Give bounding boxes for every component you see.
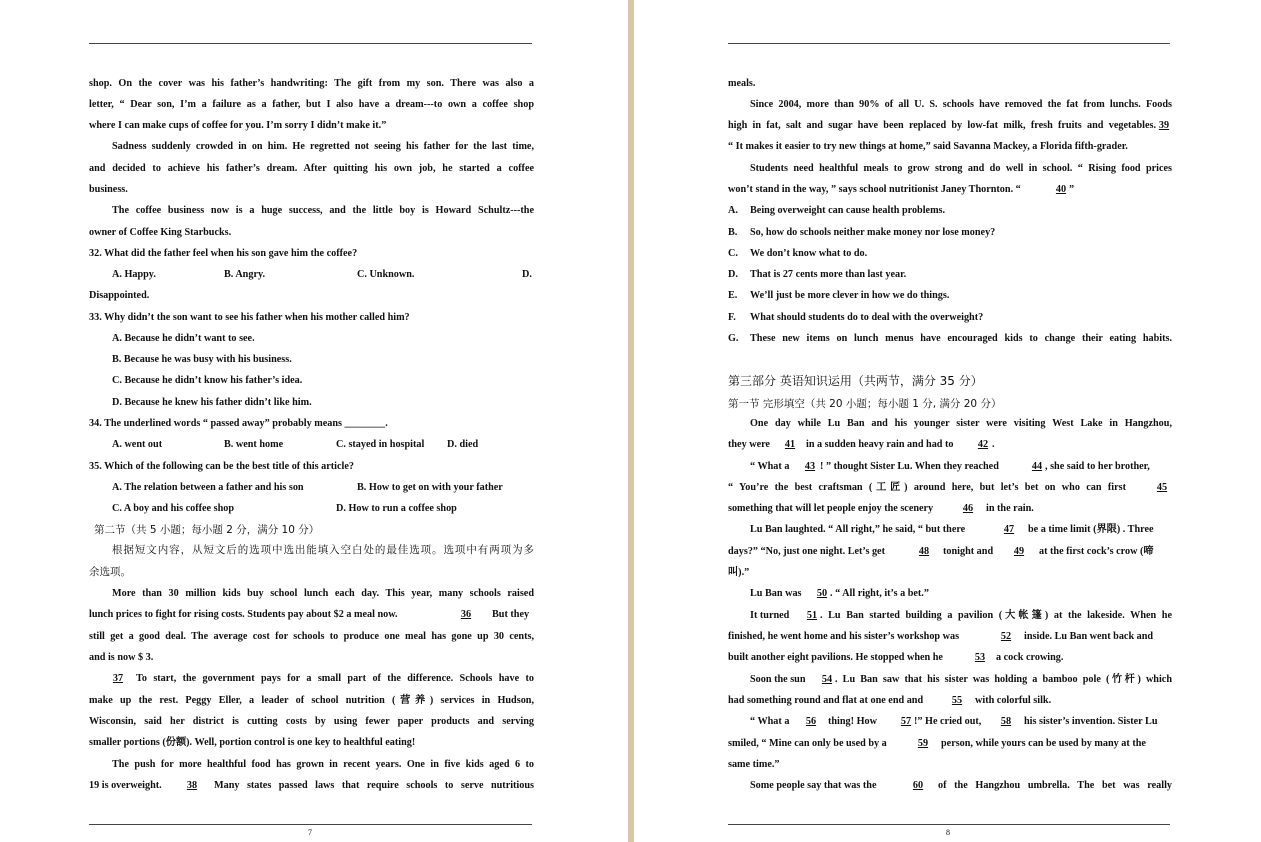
q32-stem: 32. What did the father feel when his son gave him the coffee?: [89, 248, 358, 259]
q34-stem: 34. The underlined words “ passed away” probably means ________.: [89, 418, 388, 429]
coffee-line-1: The coffee business now is a huge success, and the little boy is Howard Schultz---the: [112, 205, 534, 216]
cloze-line-9b: . “ All right, it’s a bet.”: [830, 588, 929, 599]
q33-option-b[interactable]: B. Because he was busy with his business.: [112, 354, 292, 365]
students-line-2: won’t stand in the way, ” says school nutritionist Janey Thornton. “: [728, 184, 1021, 195]
cloze-line-6b: be a time limit (界限) . Three: [1028, 524, 1154, 535]
blank-58[interactable]: 58: [1000, 716, 1012, 727]
blank-38[interactable]: 38: [186, 780, 198, 791]
blank-42[interactable]: 42: [977, 439, 989, 450]
q32-option-a[interactable]: A. Happy.: [112, 269, 156, 280]
blank-36[interactable]: 36: [460, 609, 472, 620]
option-g-letter: G.: [728, 333, 739, 344]
cloze-line-3c: , she said to her brother,: [1045, 461, 1150, 472]
cover-line-1: shop. On the cover was his father’s handwriting: The gift from my son. There was also a: [89, 78, 534, 89]
blank-41[interactable]: 41: [784, 439, 796, 450]
cloze-line-2c: .: [992, 439, 995, 450]
start-line-1: To start, the government pays for a small part of the difference. Schools have to: [136, 673, 534, 684]
lunch-line-2-tail: But they: [492, 609, 530, 620]
start-line-4: smaller portions (份额). Well, portion control is one key to healthful eating!: [89, 737, 416, 748]
lunch-line-4: and is now $ 3.: [89, 652, 154, 663]
option-c-letter: C.: [728, 248, 738, 259]
cloze-line-2a: they were: [728, 439, 770, 450]
option-d-text[interactable]: That is 27 cents more than last year.: [750, 269, 907, 280]
blank-54[interactable]: 54: [821, 674, 833, 685]
lunch-line-2: lunch prices to fight for rising costs. Students pay about $2 a meal now.: [89, 609, 398, 620]
cloze-line-3b: ! ” thought Sister Lu. When they reached: [820, 461, 999, 472]
blank-49[interactable]: 49: [1013, 546, 1025, 557]
section2-instructions-2: 余选项。: [89, 566, 131, 578]
cloze-line-9a: Lu Ban was: [750, 588, 802, 599]
option-c-text[interactable]: We don’t know what to do.: [750, 248, 868, 259]
cloze-line-12b: a cock crowing.: [996, 652, 1064, 663]
option-e-letter: E.: [728, 290, 738, 301]
option-f-letter: F.: [728, 312, 736, 323]
blank-52[interactable]: 52: [1000, 631, 1012, 642]
cloze-line-17: same time.”: [728, 759, 780, 770]
page-number: 7: [308, 828, 312, 837]
option-b-letter: B.: [728, 227, 738, 238]
blank-51[interactable]: 51: [806, 610, 818, 621]
cloze-line-1: One day while Lu Ban and his younger sister were visiting West Lake in Hangzhou,: [750, 418, 1172, 429]
q32-option-d-text: Disappointed.: [89, 290, 150, 301]
section2-heading: 第二节（共 5 小题；每小题 2 分，满分 10 分）: [94, 524, 320, 536]
q34-option-a[interactable]: A. went out: [112, 439, 163, 450]
sadness-line-2: and decided to achieve his father’s dream. After quitting his own job, he started a coffee: [89, 163, 534, 174]
blank-44[interactable]: 44: [1031, 461, 1043, 472]
q35-stem: 35. Which of the following can be the best title of this article?: [89, 461, 354, 472]
cloze-line-15b: thing! How: [828, 716, 877, 727]
option-g-text[interactable]: These new items on lunch menus have encouraged kids to change their eating habits.: [750, 333, 1172, 344]
cloze-line-11a: finished, he went home and his sister’s workshop was: [728, 631, 960, 642]
blank-59[interactable]: 59: [917, 738, 929, 749]
cloze-line-15c: !” He cried out,: [914, 716, 982, 727]
blank-60[interactable]: 60: [912, 780, 924, 791]
cloze-line-6a: Lu Ban laughted. “ All right,” he said, “ but there: [750, 524, 966, 535]
q34-option-d[interactable]: D. died: [447, 439, 479, 450]
cloze-line-7a: days?” “No, just one night. Let’s get: [728, 546, 885, 557]
cloze-line-16b: person, while yours can be used by many at the: [941, 738, 1146, 749]
q35-option-a[interactable]: A. The relation between a father and his son: [112, 482, 304, 493]
start-line-2: make up the rest. Peggy Eller, a leader of school nutrition (营养) services in Hudson,: [89, 695, 534, 706]
cloze-line-15d: his sister’s invention. Sister Lu: [1024, 716, 1158, 727]
para-2004-line-2: high in fat, salt and sugar have been replaced by low-fat milk, fresh fruits and vegetables.: [728, 120, 1156, 131]
blank-40[interactable]: 40: [1055, 184, 1067, 195]
section2-instructions-1: 根据短文内容，从短文后的选项中选出能填入空白处的最佳选项。选项中有两项为多: [112, 544, 534, 556]
cloze-line-5a: something that will let people enjoy the scenery: [728, 503, 934, 514]
left-page: [0, 0, 628, 842]
option-e-text[interactable]: We’ll just be more clever in how we do things.: [750, 290, 950, 301]
lunch-line-1: More than 30 million kids buy school lunch each day. This year, many schools raised: [112, 588, 534, 599]
cloze-line-12a: built another eight pavilions. He stopped when he: [728, 652, 943, 663]
cloze-line-16a: smiled, “ Mine can only be used by a: [728, 738, 887, 749]
right-page: [634, 0, 1261, 842]
q34-option-b[interactable]: B. went home: [224, 439, 284, 450]
top-rule: [728, 43, 1170, 44]
q32-option-c[interactable]: C. Unknown.: [357, 269, 415, 280]
cloze-line-13a: Soon the sun: [750, 674, 806, 685]
q33-option-a[interactable]: A. Because he didn’t want to see.: [112, 333, 255, 344]
bottom-rule: [89, 824, 532, 825]
cover-line-2: letter, “ Dear son, I’m a failure as a father, but I also have a dream---to own a coffee shop: [89, 99, 534, 110]
cloze-line-5b: in the rain.: [986, 503, 1034, 514]
cloze-line-18a: Some people say that was the: [750, 780, 877, 791]
blank-48[interactable]: 48: [918, 546, 930, 557]
option-d-letter: D.: [728, 269, 738, 280]
option-a-letter: A.: [728, 205, 738, 216]
push-line-2-tail: Many states passed laws that require schools to serve nutritious: [214, 780, 534, 791]
lunch-line-3: still get a good deal. The average cost for schools to produce one meal has gone up 30 cents,: [89, 631, 534, 642]
para-2004-line-3: “ It makes it easier to try new things at home,” said Savanna Mackey, a Florida fifth-grader.: [728, 141, 1128, 152]
cloze-line-4a: “ You’re the best craftsman (工匠) around here, but let’s bet on who can first: [728, 482, 1126, 493]
push-line-1: The push for more healthful food has grown in recent years. One in five kids aged 6 to: [112, 759, 534, 770]
q33-option-c[interactable]: C. Because he didn’t know his father’s idea.: [112, 375, 303, 386]
top-rule: [89, 43, 532, 44]
q35-option-b[interactable]: B. How to get on with your father: [357, 482, 503, 493]
q33-option-d[interactable]: D. Because he knew his father didn’t like him.: [112, 397, 312, 408]
bottom-rule: [728, 824, 1170, 825]
cloze-line-10a: It turned: [750, 610, 790, 621]
option-f-text[interactable]: What should students do to deal with the overweight?: [750, 312, 984, 323]
blank-37[interactable]: 37: [112, 673, 124, 684]
blank-39[interactable]: 39: [1158, 120, 1170, 131]
cloze-line-14b: with colorful silk.: [975, 695, 1052, 706]
page-number: 8: [946, 828, 950, 837]
students-line-2-end: ”: [1069, 184, 1075, 195]
coffee-line-2: owner of Coffee King Starbucks.: [89, 227, 232, 238]
meals-line: meals.: [728, 78, 756, 89]
cloze-line-14a: had something round and flat at one end and: [728, 695, 924, 706]
blank-56[interactable]: 56: [805, 716, 817, 727]
cloze-line-15a: “ What a: [750, 716, 790, 727]
q34-option-c[interactable]: C. stayed in hospital: [336, 439, 425, 450]
para-2004-line-1: Since 2004, more than 90% of all U. S. schools have removed the fat from lunchs. Foods: [750, 99, 1172, 110]
option-a-text[interactable]: Being overweight can cause health problems.: [750, 205, 946, 216]
cover-line-3: where I can make cups of coffee for you. I’m sorry I didn’t make it.”: [89, 120, 387, 131]
blank-45[interactable]: 45: [1156, 482, 1168, 493]
cloze-line-18b: of the Hangzhou umbrella. The bet was really: [938, 780, 1172, 791]
sadness-line-1: Sadness suddenly crowded in on him. He regretted not seeing his father for the last time,: [112, 141, 534, 152]
q35-option-d[interactable]: D. How to run a coffee shop: [336, 503, 457, 514]
q32-option-b[interactable]: B. Angry.: [224, 269, 266, 280]
blank-55[interactable]: 55: [951, 695, 963, 706]
cloze-line-10b: . Lu Ban started building a pavilion (大帐篷) at the lakeside. When he: [820, 610, 1172, 621]
push-line-2: 19 is overweight.: [89, 780, 162, 791]
q32-option-d[interactable]: D.: [522, 269, 532, 280]
students-line-1: Students need healthful meals to grow strong and do well in school. “ Rising food prices: [750, 163, 1172, 174]
blank-50[interactable]: 50: [816, 588, 828, 599]
blank-43[interactable]: 43: [804, 461, 816, 472]
blank-46[interactable]: 46: [962, 503, 974, 514]
part3-heading: 第三部分 英语知识运用（共两节，满分 35 分）: [728, 374, 983, 388]
cloze-line-2b: in a sudden heavy rain and had to: [806, 439, 954, 450]
cloze-line-8: 叫).”: [728, 567, 750, 578]
cloze-line-11b: inside. Lu Ban went back and: [1024, 631, 1154, 642]
cloze-line-7c: at the first cock’s crow (啼: [1039, 546, 1154, 557]
q33-stem: 33. Why didn’t the son want to see his father when his mother called him?: [89, 312, 410, 323]
section1-heading: 第一节 完形填空（共 20 小题；每小题 1 分, 满分 20 分）: [728, 398, 1002, 410]
q35-option-c[interactable]: C. A boy and his coffee shop: [112, 503, 234, 514]
blank-57[interactable]: 57: [900, 716, 912, 727]
blank-53[interactable]: 53: [974, 652, 986, 663]
sadness-line-3: business.: [89, 184, 128, 195]
blank-47[interactable]: 47: [1003, 524, 1015, 535]
cloze-line-13b: . Lu Ban saw that his sister was holding a bamboo pole (竹杆) which: [835, 674, 1172, 685]
cloze-line-7b: tonight and: [943, 546, 994, 557]
cloze-line-3a: “ What a: [750, 461, 790, 472]
start-line-3: Wisconsin, said her district is cutting costs by using fewer paper products and serving: [89, 716, 534, 727]
option-b-text[interactable]: So, how do schools neither make money nor lose money?: [750, 227, 996, 238]
